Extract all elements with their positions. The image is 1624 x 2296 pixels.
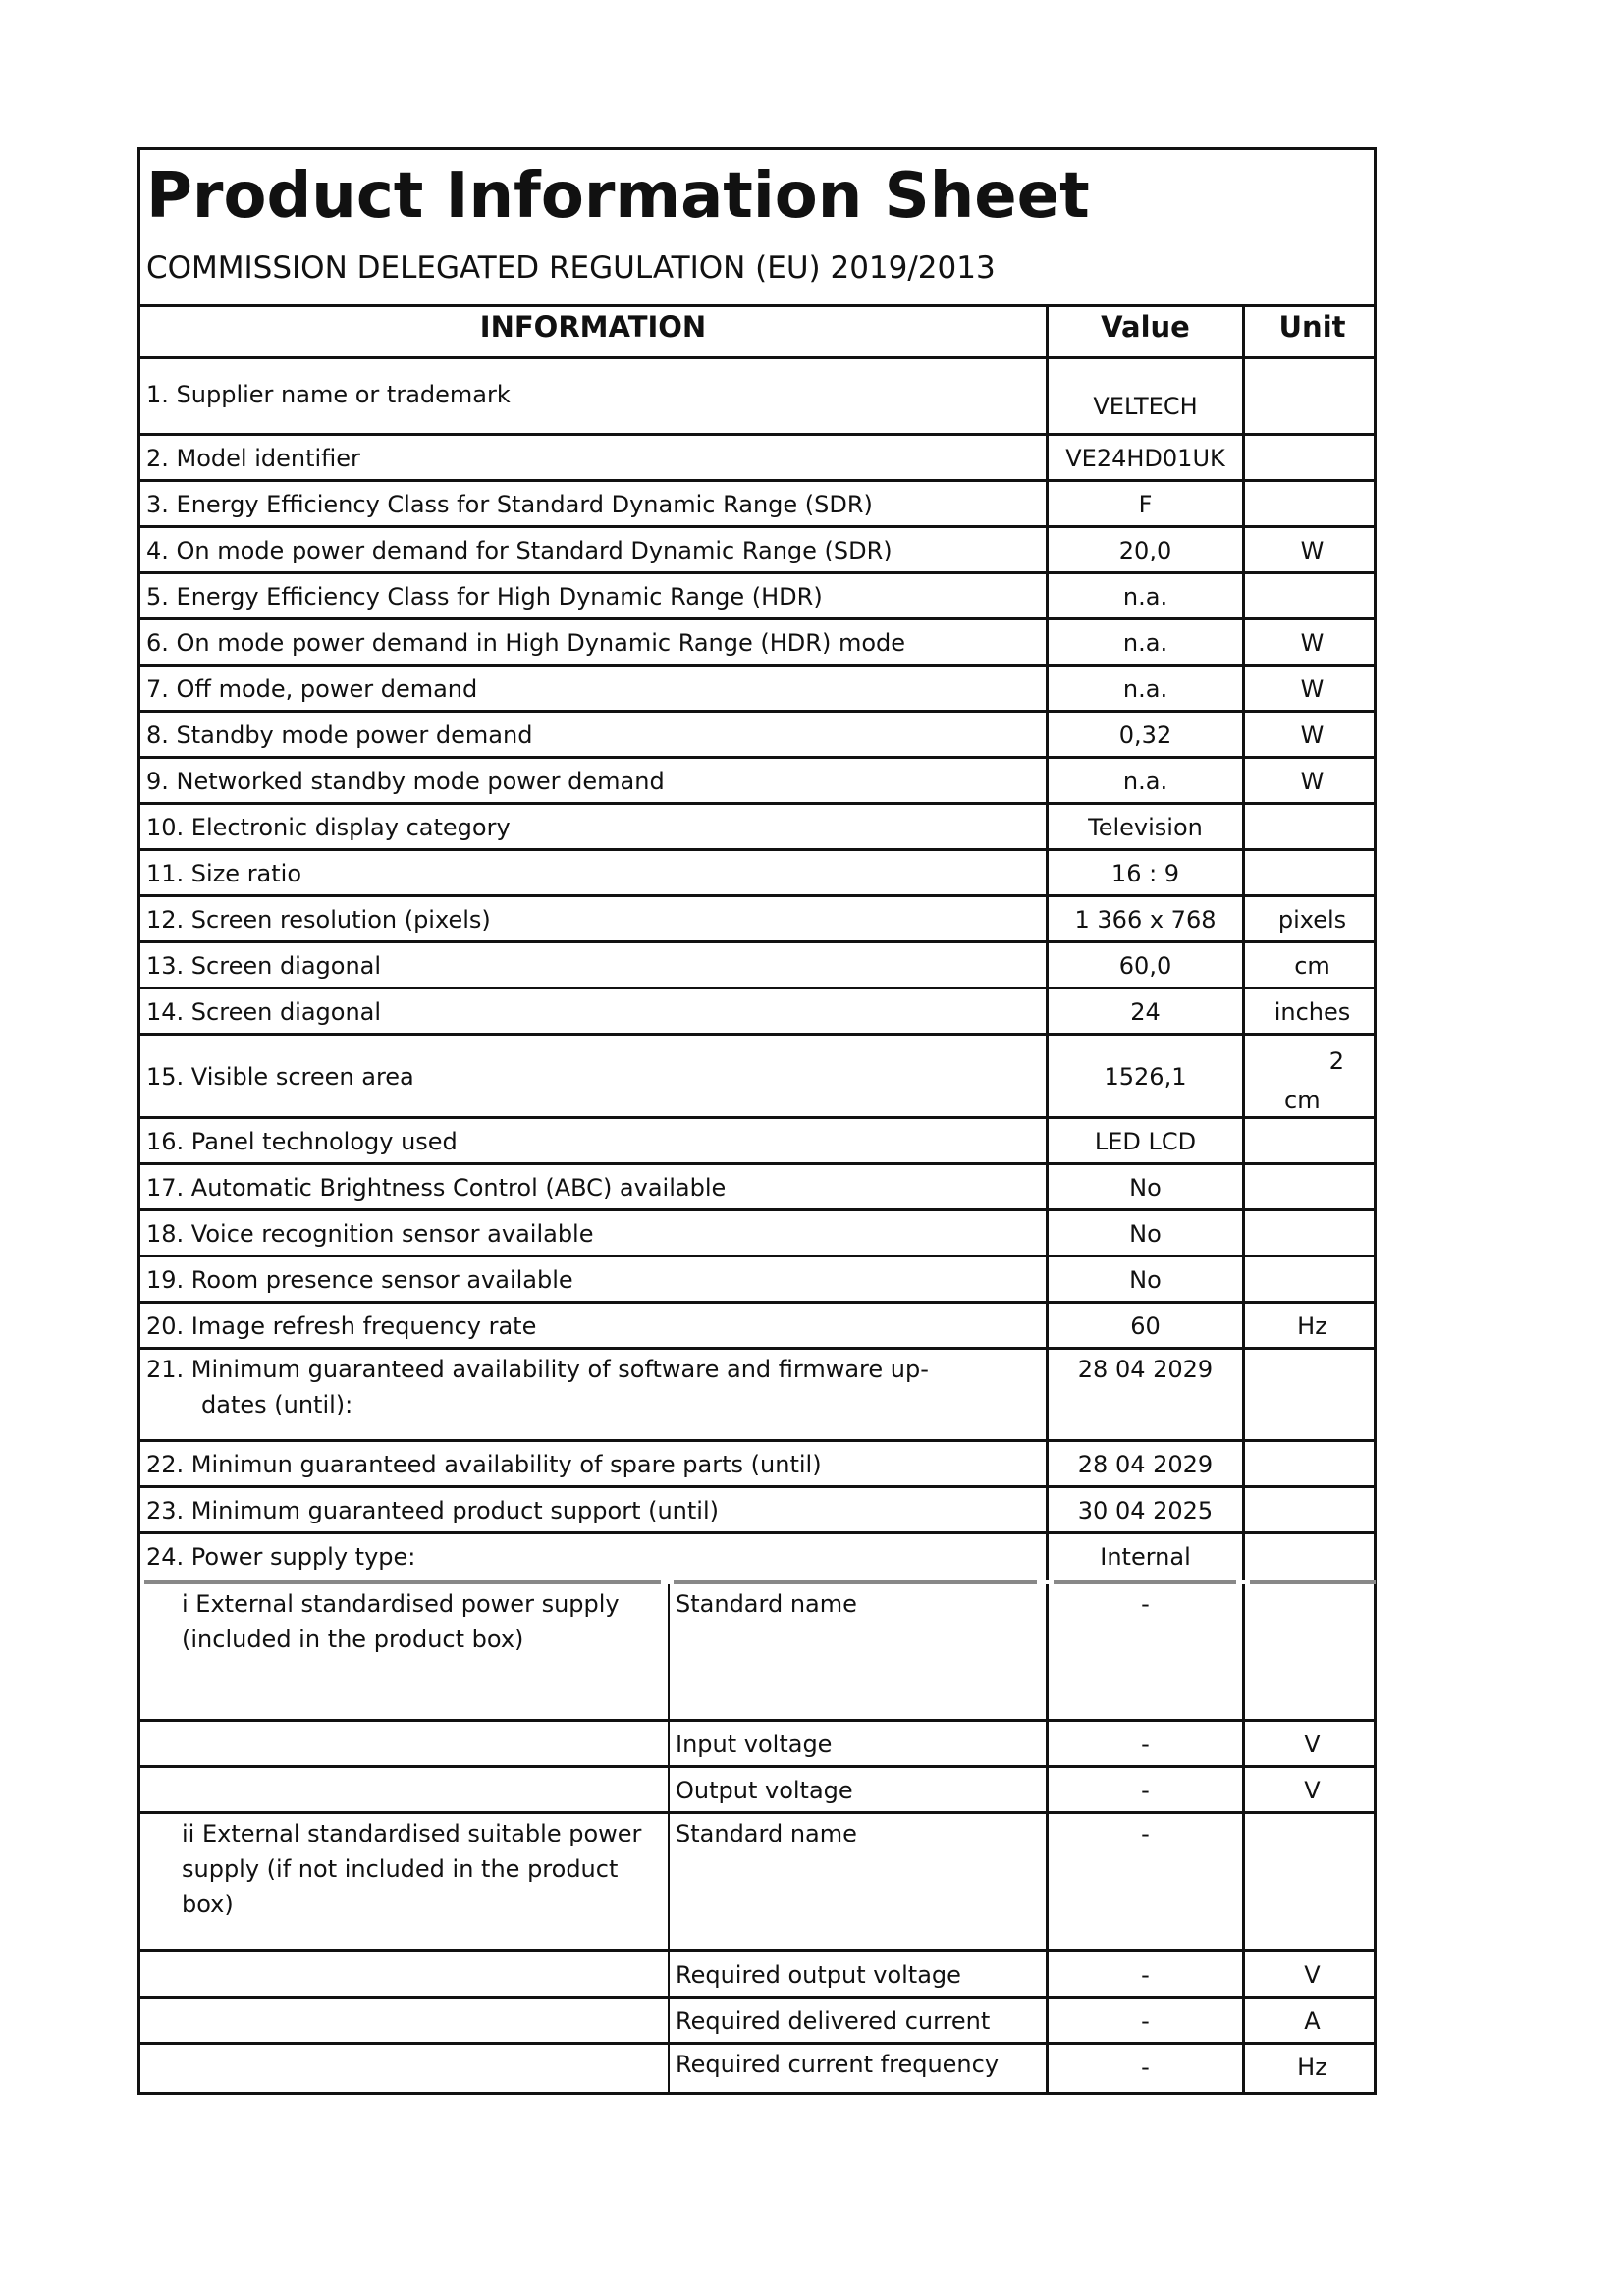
- row-label: 16. Panel technology used: [146, 1128, 458, 1155]
- power-supply-option-label: ii External standardised suitable power supply (if not included in the product box): [182, 1820, 642, 1918]
- row-label: Output voltage: [668, 1768, 1046, 1811]
- row-unit: [1242, 1036, 1380, 1116]
- row-unit: [1242, 1257, 1380, 1301]
- row-value: n.a.: [1046, 620, 1242, 664]
- table-row: [140, 1952, 1374, 1999]
- row-value: Internal: [1046, 1534, 1242, 1580]
- table-row: [140, 1999, 1374, 2045]
- row-unit: [1242, 482, 1380, 525]
- row-unit: [1242, 1534, 1380, 1580]
- row-label: 24. Power supply type:: [146, 1543, 416, 1571]
- row-value: 0,32: [1046, 713, 1242, 756]
- table-row: [140, 482, 1374, 528]
- row-value: F: [1046, 482, 1242, 525]
- page-title: Product Information Sheet: [146, 160, 1090, 233]
- table-row: [140, 943, 1374, 989]
- row-label: 13. Screen diagonal: [146, 952, 382, 980]
- row-unit: [1242, 1488, 1380, 1531]
- row-label: 2. Model identifier: [146, 445, 360, 472]
- row-unit: [1242, 1119, 1380, 1162]
- column-header-information: INFORMATION: [479, 310, 707, 344]
- row-unit: V: [1242, 1722, 1380, 1765]
- row-value: n.a.: [1046, 667, 1242, 710]
- row-label: 15. Visible screen area: [146, 1063, 414, 1091]
- row-label: 12. Screen resolution (pixels): [146, 906, 491, 934]
- regulation-subtitle: COMMISSION DELEGATED REGULATION (EU) 2019/2013: [146, 250, 996, 286]
- table-row: [140, 1036, 1374, 1119]
- column-header-row: [140, 304, 1374, 359]
- row-unit: V: [1242, 1952, 1380, 1996]
- row-unit: A: [1242, 1999, 1380, 2042]
- row-unit: [1242, 1350, 1380, 1439]
- table-row: [140, 1442, 1374, 1488]
- row-value: -: [1046, 1814, 1242, 1949]
- row-value: -: [1046, 2045, 1242, 2092]
- row-unit: [1242, 1814, 1380, 1949]
- column-header-unit: Unit: [1242, 304, 1380, 356]
- row-value: No: [1046, 1211, 1242, 1255]
- row-label: 17. Automatic Brightness Control (ABC) available: [146, 1174, 727, 1201]
- table-row: [140, 359, 1374, 436]
- row-unit: [1242, 436, 1380, 479]
- row-unit: W: [1242, 713, 1380, 756]
- row-value: -: [1046, 1584, 1242, 1719]
- row-unit: [1242, 805, 1380, 848]
- row-unit: [1242, 1584, 1380, 1719]
- row-unit: W: [1242, 667, 1380, 710]
- table-row: [140, 1534, 1374, 1580]
- table-row: [140, 1165, 1374, 1211]
- row-label-line-2: dates (until):: [201, 1391, 353, 1418]
- row-value: 16 : 9: [1046, 851, 1242, 894]
- row-label: [140, 1350, 1046, 1439]
- row-unit: W: [1242, 528, 1380, 571]
- row-label: Input voltage: [668, 1722, 1046, 1765]
- row-label: 5. Energy Efficiency Class for High Dynamic Range (HDR): [146, 583, 823, 611]
- row-unit: [1242, 1165, 1380, 1208]
- row-value: 24: [1046, 989, 1242, 1033]
- row-unit: cm: [1242, 943, 1380, 987]
- row-label: 10. Electronic display category: [146, 814, 511, 841]
- row-unit: Hz: [1242, 1304, 1380, 1347]
- row-value: 1526,1: [1046, 1036, 1242, 1116]
- row-label: 23. Minimum guaranteed product support (until): [146, 1497, 719, 1524]
- table-row: [140, 1304, 1374, 1350]
- row-value: 28 04 2029: [1046, 1350, 1242, 1439]
- row-unit: [1242, 359, 1380, 433]
- table-row: [140, 1211, 1374, 1257]
- row-label: 3. Energy Efficiency Class for Standard Dynamic Range (SDR): [146, 491, 873, 518]
- empty-cell: [140, 1722, 668, 1765]
- empty-cell: [140, 1952, 668, 1996]
- row-label: 18. Voice recognition sensor available: [146, 1220, 594, 1248]
- sheet-header: [140, 150, 1374, 307]
- table-row: [140, 574, 1374, 620]
- power-supply-option-label: i External standardised power supply (included in the product box): [182, 1590, 620, 1653]
- row-value: -: [1046, 1952, 1242, 1996]
- table-row: [140, 1257, 1374, 1304]
- table-row: [140, 989, 1374, 1036]
- row-value: -: [1046, 1722, 1242, 1765]
- row-unit: Hz: [1242, 2045, 1380, 2092]
- row-value: 60,0: [1046, 943, 1242, 987]
- row-label: 4. On mode power demand for Standard Dynamic Range (SDR): [146, 537, 893, 564]
- row-value: -: [1046, 1999, 1242, 2042]
- row-value: No: [1046, 1165, 1242, 1208]
- row-label: 8. Standby mode power demand: [146, 721, 533, 749]
- row-value: 28 04 2029: [1046, 1442, 1242, 1485]
- unit-text: cm: [1284, 1087, 1321, 1114]
- row-value: VELTECH: [1046, 359, 1242, 433]
- empty-cell: [140, 1768, 668, 1811]
- row-label: 20. Image refresh frequency rate: [146, 1312, 537, 1340]
- table-row: [140, 1350, 1374, 1442]
- row-label: 6. On mode power demand in High Dynamic Range (HDR) mode: [146, 629, 906, 657]
- table-row: [140, 620, 1374, 667]
- row-label-line-1: 21. Minimum guaranteed availability of software and firmware up-: [146, 1356, 929, 1383]
- row-label: Required output voltage: [668, 1952, 1046, 1996]
- table-row: [140, 528, 1374, 574]
- row-value: 30 04 2025: [1046, 1488, 1242, 1531]
- empty-cell: [140, 2045, 668, 2092]
- row-label: 19. Room presence sensor available: [146, 1266, 573, 1294]
- table-row: [140, 1488, 1374, 1534]
- row-label: 22. Minimun guaranteed availability of spare parts (until): [146, 1451, 822, 1478]
- row-value: n.a.: [1046, 574, 1242, 617]
- table-row: [140, 1722, 1374, 1768]
- table-row: [140, 713, 1374, 759]
- row-label: 9. Networked standby mode power demand: [146, 768, 665, 795]
- table-row: [140, 436, 1374, 482]
- product-information-table: [137, 147, 1377, 2095]
- row-value: 60: [1046, 1304, 1242, 1347]
- table-row: [140, 2045, 1374, 2092]
- row-value: No: [1046, 1257, 1242, 1301]
- empty-cell: [140, 1999, 668, 2042]
- row-unit: [1242, 574, 1380, 617]
- unit-superscript: 2: [1328, 1047, 1344, 1075]
- row-value: 20,0: [1046, 528, 1242, 571]
- row-value: VE24HD01UK: [1046, 436, 1242, 479]
- table-row: [140, 667, 1374, 713]
- row-label: Required delivered current: [668, 1999, 1046, 2042]
- table-row: [140, 897, 1374, 943]
- row-value: n.a.: [1046, 759, 1242, 802]
- row-unit: [1242, 1211, 1380, 1255]
- table-row: [140, 1584, 1374, 1722]
- row-label: 11. Size ratio: [146, 860, 302, 887]
- row-label: Required current frequency: [668, 2045, 1046, 2092]
- row-value: 1 366 x 768: [1046, 897, 1242, 940]
- row-label: Standard name: [668, 1814, 1046, 1949]
- row-value: Television: [1046, 805, 1242, 848]
- row-value: LED LCD: [1046, 1119, 1242, 1162]
- row-unit: [1242, 1442, 1380, 1485]
- row-unit: inches: [1242, 989, 1380, 1033]
- table-row: [140, 851, 1374, 897]
- row-label: Standard name: [668, 1584, 1046, 1719]
- row-unit: pixels: [1242, 897, 1380, 940]
- table-row: [140, 759, 1374, 805]
- row-label: 7. Off mode, power demand: [146, 675, 478, 703]
- row-unit: [1242, 851, 1380, 894]
- row-unit: W: [1242, 759, 1380, 802]
- table-row: [140, 1119, 1374, 1165]
- table-row: [140, 1768, 1374, 1814]
- row-label: 14. Screen diagonal: [146, 998, 382, 1026]
- table-row: [140, 1814, 1374, 1952]
- row-label: 1. Supplier name or trademark: [146, 381, 511, 408]
- row-value: -: [1046, 1768, 1242, 1811]
- row-unit: W: [1242, 620, 1380, 664]
- table-row: [140, 805, 1374, 851]
- column-header-value: Value: [1046, 304, 1242, 356]
- row-unit: V: [1242, 1768, 1380, 1811]
